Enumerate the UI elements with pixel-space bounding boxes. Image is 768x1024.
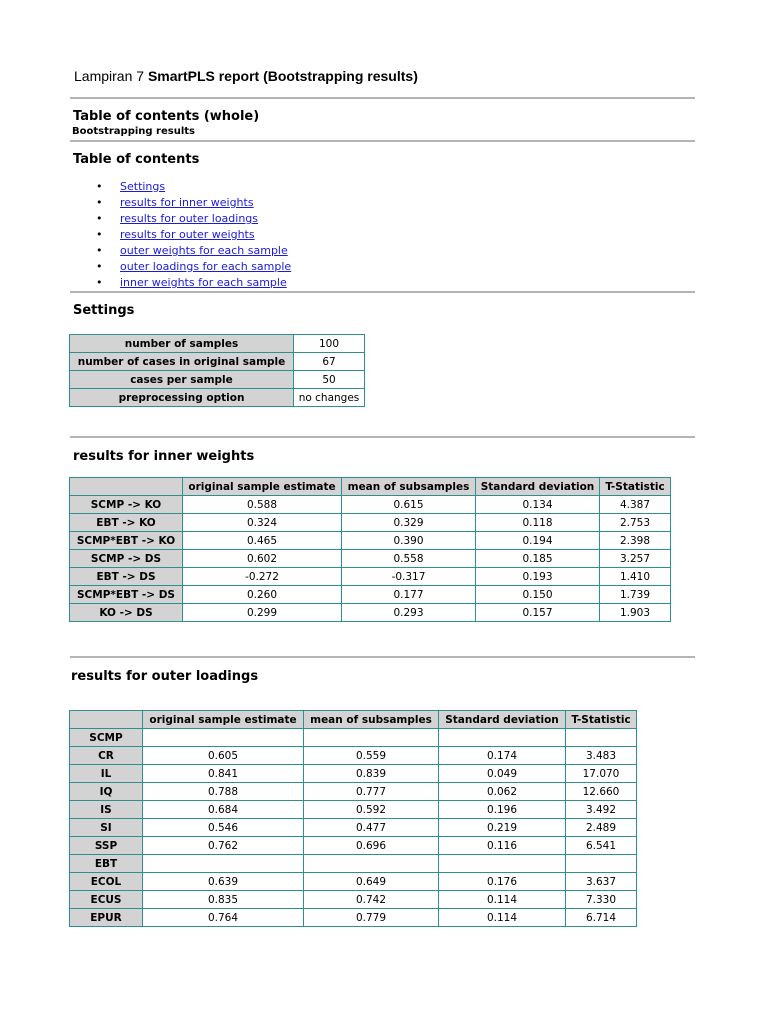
table-row [70, 873, 637, 891]
row-header: SSP [70, 837, 143, 855]
table-cell: 0.329 [342, 514, 476, 532]
table-row [70, 389, 365, 407]
inner-weights-heading: results for inner weights [73, 449, 255, 464]
toc-link-settings[interactable]: Settings [120, 180, 166, 193]
table-cell: 0.592 [304, 801, 439, 819]
table-cell [143, 729, 304, 747]
table-cell: 0.157 [476, 604, 600, 622]
toc-item [70, 180, 291, 196]
table-cell: 12.660 [566, 783, 637, 801]
column-header: T-Statistic [600, 478, 671, 496]
bullet-icon: • [96, 244, 103, 257]
table-cell: 0.324 [183, 514, 342, 532]
inner-weights-table [69, 477, 671, 622]
row-header: EPUR [70, 909, 143, 927]
table-row [70, 909, 637, 927]
toc-heading: Table of contents [73, 152, 200, 167]
toc-whole-heading: Table of contents (whole) [73, 109, 260, 124]
toc-link-outer-loadings-each-sample[interactable]: outer loadings for each sample [120, 260, 292, 273]
row-header: EBT -> DS [70, 568, 183, 586]
row-header: SCMP*EBT -> KO [70, 532, 183, 550]
table-row [70, 855, 637, 873]
toc-whole-subtitle: Bootstrapping results [72, 126, 196, 137]
bullet-icon: • [96, 260, 103, 273]
table-cell: 0.150 [476, 586, 600, 604]
divider [70, 140, 695, 142]
table-cell: 0.779 [304, 909, 439, 927]
table-cell: 0.465 [183, 532, 342, 550]
table-cell: 0.390 [342, 532, 476, 550]
divider [70, 97, 695, 99]
outer-loadings-table [69, 710, 637, 927]
settings-value: 100 [294, 335, 365, 353]
row-header: CR [70, 747, 143, 765]
settings-value: 67 [294, 353, 365, 371]
table-cell: 0.049 [439, 765, 566, 783]
column-header: original sample estimate [183, 478, 342, 496]
table-row [70, 532, 671, 550]
table-row [70, 801, 637, 819]
table-cell: 3.637 [566, 873, 637, 891]
table-cell: 0.260 [183, 586, 342, 604]
table-cell: 0.299 [183, 604, 342, 622]
divider [70, 656, 695, 658]
table-cell: 1.410 [600, 568, 671, 586]
table-cell: 1.903 [600, 604, 671, 622]
bullet-icon: • [96, 196, 103, 209]
table-cell: 0.684 [143, 801, 304, 819]
table-cell: 0.558 [342, 550, 476, 568]
table-cell: -0.272 [183, 568, 342, 586]
settings-label: cases per sample [70, 371, 294, 389]
divider [70, 436, 695, 438]
bullet-icon: • [96, 180, 103, 193]
table-row [70, 819, 637, 837]
toc-item [70, 276, 291, 292]
table-cell: 0.174 [439, 747, 566, 765]
report-title: SmartPLS report (Bootstrapping results) [147, 68, 418, 84]
table-cell: 0.764 [143, 909, 304, 927]
row-header: IL [70, 765, 143, 783]
toc-list [70, 180, 291, 292]
row-header: IQ [70, 783, 143, 801]
table-cell: 0.546 [143, 819, 304, 837]
table-cell: 0.176 [439, 873, 566, 891]
table-cell: 0.477 [304, 819, 439, 837]
table-cell: 3.483 [566, 747, 637, 765]
row-header: IS [70, 801, 143, 819]
table-header-row [70, 478, 671, 496]
table-row [70, 729, 637, 747]
table-cell: 0.114 [439, 891, 566, 909]
table-cell: 0.219 [439, 819, 566, 837]
table-cell: 4.387 [600, 496, 671, 514]
table-cell: 0.118 [476, 514, 600, 532]
corner-cell [70, 711, 143, 729]
settings-label: number of samples [70, 335, 294, 353]
table-row [70, 496, 671, 514]
table-cell: 0.762 [143, 837, 304, 855]
table-cell: 1.739 [600, 586, 671, 604]
table-cell: 6.714 [566, 909, 637, 927]
document-header [74, 68, 418, 84]
row-header: SCMP -> DS [70, 550, 183, 568]
toc-item [70, 244, 291, 260]
table-cell [566, 729, 637, 747]
table-row [70, 568, 671, 586]
table-cell: 0.841 [143, 765, 304, 783]
table-cell: 0.114 [439, 909, 566, 927]
settings-label: preprocessing option [70, 389, 294, 407]
header-prefix: Lampiran 7 [74, 68, 145, 84]
settings-heading: Settings [73, 303, 135, 318]
table-cell: 0.194 [476, 532, 600, 550]
table-cell [566, 855, 637, 873]
toc-item [70, 228, 291, 244]
table-cell: 0.193 [476, 568, 600, 586]
table-cell: 3.492 [566, 801, 637, 819]
table-row [70, 783, 637, 801]
table-cell: 3.257 [600, 550, 671, 568]
table-cell: 0.559 [304, 747, 439, 765]
table-cell: 0.639 [143, 873, 304, 891]
table-cell: 0.185 [476, 550, 600, 568]
table-row [70, 550, 671, 568]
row-header: SCMP*EBT -> DS [70, 586, 183, 604]
table-row [70, 765, 637, 783]
toc-link-inner-weights[interactable]: results for inner weights [120, 196, 254, 209]
column-header: mean of subsamples [304, 711, 439, 729]
table-cell: 0.742 [304, 891, 439, 909]
table-cell: 0.835 [143, 891, 304, 909]
toc-item [70, 260, 291, 276]
table-row [70, 891, 637, 909]
table-cell: 0.293 [342, 604, 476, 622]
table-header-row [70, 711, 637, 729]
table-cell: 0.134 [476, 496, 600, 514]
table-cell: 0.602 [183, 550, 342, 568]
table-cell: 0.839 [304, 765, 439, 783]
table-cell: 0.177 [342, 586, 476, 604]
row-header: SCMP [70, 729, 143, 747]
corner-cell [70, 478, 183, 496]
table-cell: 0.605 [143, 747, 304, 765]
table-cell [304, 729, 439, 747]
table-cell [143, 855, 304, 873]
table-cell [439, 729, 566, 747]
row-header: ECOL [70, 873, 143, 891]
table-cell: 0.696 [304, 837, 439, 855]
outer-loadings-heading: results for outer loadings [71, 669, 259, 684]
bullet-icon: • [96, 228, 103, 241]
table-row [70, 353, 365, 371]
table-cell: -0.317 [342, 568, 476, 586]
table-cell: 6.541 [566, 837, 637, 855]
toc-item [70, 212, 291, 228]
settings-value: 50 [294, 371, 365, 389]
settings-table [69, 334, 365, 407]
row-header: KO -> DS [70, 604, 183, 622]
settings-label: number of cases in original sample [70, 353, 294, 371]
table-row [70, 335, 365, 353]
table-cell: 17.070 [566, 765, 637, 783]
table-cell: 2.398 [600, 532, 671, 550]
table-cell: 0.615 [342, 496, 476, 514]
toc-link-outer-weights[interactable]: results for outer weights [120, 228, 255, 241]
table-cell: 0.649 [304, 873, 439, 891]
toc-link-outer-loadings[interactable]: results for outer loadings [120, 212, 259, 225]
toc-link-inner-weights-each-sample[interactable]: inner weights for each sample [120, 276, 287, 289]
table-cell: 2.489 [566, 819, 637, 837]
table-cell [304, 855, 439, 873]
table-cell: 2.753 [600, 514, 671, 532]
table-cell: 0.196 [439, 801, 566, 819]
bullet-icon: • [96, 276, 103, 289]
table-row [70, 747, 637, 765]
table-cell: 7.330 [566, 891, 637, 909]
toc-item [70, 196, 291, 212]
settings-value: no changes [294, 389, 365, 407]
table-cell: 0.777 [304, 783, 439, 801]
column-header: Standard deviation [476, 478, 600, 496]
table-row [70, 586, 671, 604]
row-header: SI [70, 819, 143, 837]
table-row [70, 837, 637, 855]
table-row [70, 371, 365, 389]
table-cell: 0.588 [183, 496, 342, 514]
column-header: original sample estimate [143, 711, 304, 729]
row-header: SCMP -> KO [70, 496, 183, 514]
column-header: mean of subsamples [342, 478, 476, 496]
column-header: T-Statistic [566, 711, 637, 729]
table-row [70, 604, 671, 622]
toc-link-outer-weights-each-sample[interactable]: outer weights for each sample [120, 244, 288, 257]
row-header: ECUS [70, 891, 143, 909]
table-cell: 0.788 [143, 783, 304, 801]
table-row [70, 514, 671, 532]
bullet-icon: • [96, 212, 103, 225]
table-cell [439, 855, 566, 873]
table-cell: 0.062 [439, 783, 566, 801]
table-cell: 0.116 [439, 837, 566, 855]
row-header: EBT [70, 855, 143, 873]
column-header: Standard deviation [439, 711, 566, 729]
divider [70, 291, 695, 293]
row-header: EBT -> KO [70, 514, 183, 532]
